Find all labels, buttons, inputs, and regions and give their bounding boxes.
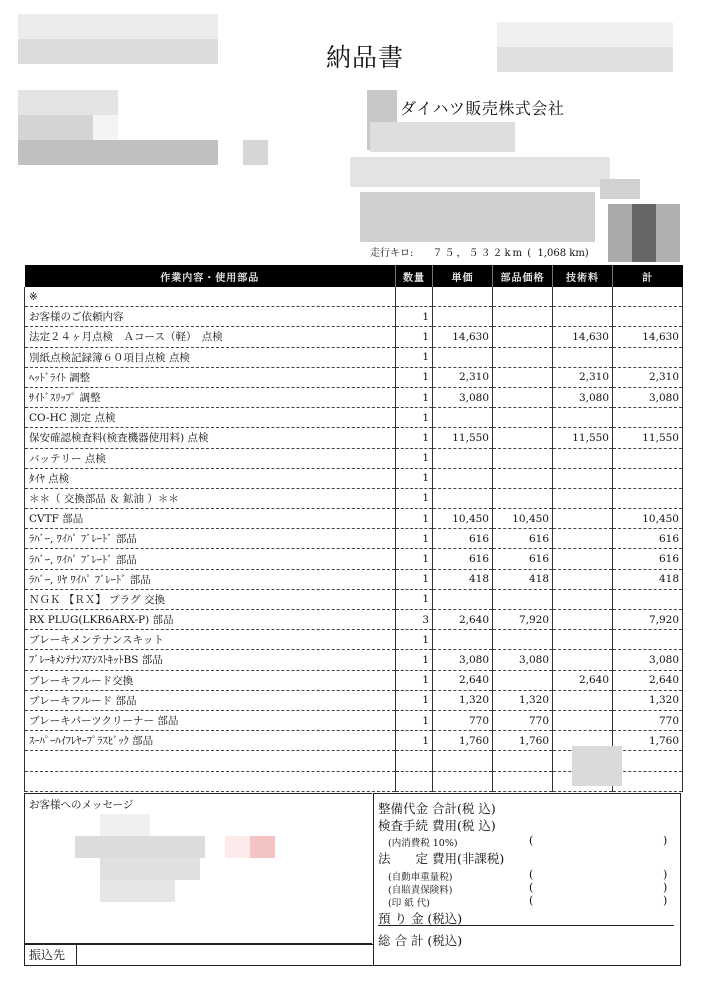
weight-tax-label: (自動車重量税) xyxy=(388,872,453,883)
cell-quantity: 1 xyxy=(396,710,433,730)
cell-description: 別紙点検記録簿６０項目点検 点検 xyxy=(25,347,396,367)
cell-unit-price xyxy=(433,630,493,650)
cell-description: ブレーキパーツクリーナー 部品 xyxy=(25,710,396,730)
cell-tech-fee: 11,550 xyxy=(553,428,613,448)
cell-description: ＊＊（ 交換部品 ＆ 鉱油 ）＊＊ xyxy=(25,488,396,508)
cell-unit-price: 14,630 xyxy=(433,327,493,347)
cell-parts-price xyxy=(493,448,553,468)
cell-tech-fee: 2,640 xyxy=(553,670,613,690)
cell-description: ﾗﾊﾞｰ, ﾜｲﾊﾟ ﾌﾞﾚｰﾄﾞ 部品 xyxy=(25,549,396,569)
deposit-label: 預 り 金 (税込) xyxy=(378,911,463,926)
cell-parts-price: 418 xyxy=(493,569,553,589)
cell-tech-fee xyxy=(553,549,613,569)
inspection-fee-label: 検査手続 費用(税 込) xyxy=(378,818,496,833)
consumption-tax-label: (内消費税 10%) xyxy=(388,838,458,849)
cell-parts-price: 616 xyxy=(493,549,553,569)
cell-tech-fee xyxy=(553,589,613,609)
cell-parts-price xyxy=(493,468,553,488)
table-row xyxy=(25,448,683,468)
cell-total: 2,310 xyxy=(613,367,683,387)
cell-parts-price xyxy=(493,751,553,771)
cell-quantity xyxy=(396,771,433,791)
table-row xyxy=(25,650,683,670)
paren-close: ) xyxy=(663,881,668,894)
cell-total: 10,450 xyxy=(613,509,683,529)
cell-unit-price xyxy=(433,468,493,488)
cell-quantity: 1 xyxy=(396,347,433,367)
cell-total: 770 xyxy=(613,710,683,730)
totals-divider xyxy=(378,925,674,926)
table-row xyxy=(25,287,683,307)
cell-quantity: 1 xyxy=(396,488,433,508)
cell-tech-fee xyxy=(553,448,613,468)
cell-total xyxy=(613,488,683,508)
stamp-fee-label: (印 紙 代) xyxy=(388,898,430,909)
cell-unit-price xyxy=(433,771,493,791)
cell-total: 1,320 xyxy=(613,690,683,710)
cell-tech-fee xyxy=(553,408,613,428)
cell-description: ブレーキフルード 部品 xyxy=(25,690,396,710)
cell-parts-price xyxy=(493,488,553,508)
cell-description xyxy=(25,771,396,791)
cell-unit-price: 11,550 xyxy=(433,428,493,448)
company-name: ダイハツ販売株式会社 xyxy=(400,99,565,118)
table-row xyxy=(25,387,683,407)
cell-quantity: 1 xyxy=(396,367,433,387)
cell-unit-price xyxy=(433,287,493,307)
cell-unit-price: 2,310 xyxy=(433,367,493,387)
header-parts-price: 部品価格 xyxy=(493,265,553,287)
cell-description: ﾗﾊﾞｰ, ﾜｲﾊﾟ ﾌﾞﾚｰﾄﾞ 部品 xyxy=(25,529,396,549)
cell-unit-price xyxy=(433,488,493,508)
cell-parts-price xyxy=(493,327,553,347)
cell-description: 保安確認検査料(検査機器使用料) 点検 xyxy=(25,428,396,448)
cell-parts-price xyxy=(493,287,553,307)
cell-quantity xyxy=(396,751,433,771)
cell-quantity: 3 xyxy=(396,610,433,630)
cell-description: ﾗﾊﾞｰ, ﾘﾔ ﾜｲﾊﾟ ﾌﾞﾚｰﾄﾞ 部品 xyxy=(25,569,396,589)
cell-unit-price: 2,640 xyxy=(433,670,493,690)
cell-unit-price: 10,450 xyxy=(433,509,493,529)
table-row xyxy=(25,347,683,367)
cell-quantity: 1 xyxy=(396,670,433,690)
cell-quantity: 1 xyxy=(396,468,433,488)
cell-total: 11,550 xyxy=(613,428,683,448)
cell-total xyxy=(613,630,683,650)
cell-parts-price xyxy=(493,428,553,448)
table-row xyxy=(25,670,683,690)
cell-description: 法定２４ヶ月点検 Ａコース（軽） 点検 xyxy=(25,327,396,347)
cell-parts-price xyxy=(493,771,553,791)
cell-unit-price: 3,080 xyxy=(433,387,493,407)
paren-open: ( xyxy=(529,894,534,907)
cell-tech-fee xyxy=(553,690,613,710)
cell-unit-price xyxy=(433,589,493,609)
paren-open: ( xyxy=(529,881,534,894)
cell-parts-price: 770 xyxy=(493,710,553,730)
cell-unit-price: 2,640 xyxy=(433,610,493,630)
header-tech-fee: 技術料 xyxy=(553,265,613,287)
table-row xyxy=(25,307,683,327)
cell-total xyxy=(613,287,683,307)
cell-description: バッテリー 点検 xyxy=(25,448,396,468)
header-total: 計 xyxy=(613,265,683,287)
table-row xyxy=(25,488,683,508)
cell-quantity: 1 xyxy=(396,589,433,609)
cell-parts-price: 1,760 xyxy=(493,731,553,751)
cell-total: 7,920 xyxy=(613,610,683,630)
cell-description: ｻｲﾄﾞｽﾘｯﾌﾟ 調整 xyxy=(25,387,396,407)
cell-quantity: 1 xyxy=(396,630,433,650)
cell-quantity xyxy=(396,287,433,307)
cell-quantity: 1 xyxy=(396,731,433,751)
cell-quantity: 1 xyxy=(396,690,433,710)
mileage-value: ７５，５３２km xyxy=(432,248,524,259)
table-header-row xyxy=(25,265,683,287)
cell-quantity: 1 xyxy=(396,448,433,468)
cell-unit-price xyxy=(433,347,493,367)
maintenance-total-label: 整備代金 合計(税 込) xyxy=(378,801,496,816)
cell-total: 2,640 xyxy=(613,670,683,690)
cell-quantity: 1 xyxy=(396,387,433,407)
cell-description: ＮＧＫ 【ＲＸ】 プラグ 交換 xyxy=(25,589,396,609)
cell-unit-price: 1,320 xyxy=(433,690,493,710)
redacted-stamp xyxy=(608,204,680,262)
cell-total: 418 xyxy=(613,569,683,589)
table-row xyxy=(25,610,683,630)
cell-tech-fee xyxy=(553,569,613,589)
cell-tech-fee xyxy=(553,488,613,508)
redacted-date-block xyxy=(497,22,673,72)
cell-parts-price xyxy=(493,347,553,367)
cell-total: 3,080 xyxy=(613,650,683,670)
cell-tech-fee xyxy=(553,509,613,529)
cell-tech-fee xyxy=(553,630,613,650)
cell-description: ブレーキフルード交換 xyxy=(25,670,396,690)
liability-insurance-label: (自賠責保険料) xyxy=(388,885,453,896)
cell-description: ブレーキメンテナンスキット xyxy=(25,630,396,650)
cell-description: CO-HC 測定 点検 xyxy=(25,408,396,428)
table-row xyxy=(25,690,683,710)
bank-transfer-label: 振込先 xyxy=(25,945,77,965)
table-row xyxy=(25,589,683,609)
table-row xyxy=(25,630,683,650)
cell-parts-price xyxy=(493,307,553,327)
items-table xyxy=(24,265,683,792)
cell-parts-price xyxy=(493,589,553,609)
paren-open: ( xyxy=(529,834,534,847)
cell-description: ﾌﾞﾚｰｷﾒﾝﾃﾅﾝｽｱｼｽﾄｷｯﾄBS 部品 xyxy=(25,650,396,670)
cell-description: RX PLUG(LKR6ARX-P) 部品 xyxy=(25,610,396,630)
cell-total xyxy=(613,589,683,609)
table-row xyxy=(25,408,683,428)
redacted-table-mark xyxy=(572,746,622,786)
cell-total: 616 xyxy=(613,549,683,569)
customer-message-box xyxy=(24,793,372,944)
table-row xyxy=(25,367,683,387)
mileage-label: 走行キロ: xyxy=(370,248,414,259)
cell-unit-price xyxy=(433,307,493,327)
cell-total: 14,630 xyxy=(613,327,683,347)
redacted-address-block xyxy=(18,90,268,165)
cell-parts-price xyxy=(493,670,553,690)
table-row xyxy=(25,509,683,529)
cell-parts-price xyxy=(493,408,553,428)
cell-total: 1,760 xyxy=(613,731,683,751)
cell-quantity: 1 xyxy=(396,529,433,549)
cell-parts-price xyxy=(493,367,553,387)
cell-quantity: 1 xyxy=(396,408,433,428)
cell-quantity: 1 xyxy=(396,428,433,448)
paren-close: ) xyxy=(663,894,668,907)
cell-description: CVTF 部品 xyxy=(25,509,396,529)
cell-unit-price: 1,760 xyxy=(433,731,493,751)
cell-description: ﾀｲﾔ 点検 xyxy=(25,468,396,488)
cell-description: ※ xyxy=(25,287,396,307)
cell-parts-price: 1,320 xyxy=(493,690,553,710)
table-row xyxy=(25,468,683,488)
cell-tech-fee: 14,630 xyxy=(553,327,613,347)
cell-total: 616 xyxy=(613,529,683,549)
header-unit-price: 単価 xyxy=(433,265,493,287)
cell-total xyxy=(613,448,683,468)
customer-message-label: お客様へのメッセージ xyxy=(29,799,134,811)
cell-unit-price: 3,080 xyxy=(433,650,493,670)
cell-parts-price: 3,080 xyxy=(493,650,553,670)
table-row xyxy=(25,549,683,569)
cell-tech-fee xyxy=(553,610,613,630)
grand-total-label: 総 合 計 (税込) xyxy=(378,933,463,948)
header-quantity: 数量 xyxy=(396,265,433,287)
cell-total xyxy=(613,307,683,327)
header-description: 作業内容・使用部品 xyxy=(25,265,396,287)
cell-unit-price: 770 xyxy=(433,710,493,730)
document-title: 納品書 xyxy=(326,43,405,72)
cell-description: お客様のご依頼内容 xyxy=(25,307,396,327)
table-row xyxy=(25,327,683,347)
cell-quantity: 1 xyxy=(396,509,433,529)
cell-description: ｽｰﾊﾟｰﾊｲﾌﾚﾔｰﾌﾟﾗｽﾋﾞｯｸ 部品 xyxy=(25,731,396,751)
cell-total xyxy=(613,347,683,367)
cell-tech-fee xyxy=(553,287,613,307)
paren-close: ) xyxy=(663,868,668,881)
table-row xyxy=(25,710,683,730)
paren-open: ( xyxy=(529,868,534,881)
cell-parts-price xyxy=(493,630,553,650)
cell-total xyxy=(613,751,683,771)
table-row xyxy=(25,569,683,589)
cell-total xyxy=(613,468,683,488)
bank-transfer-row xyxy=(24,944,373,966)
cell-tech-fee xyxy=(553,710,613,730)
cell-quantity: 1 xyxy=(396,549,433,569)
cell-unit-price: 616 xyxy=(433,529,493,549)
cell-quantity: 1 xyxy=(396,327,433,347)
redacted-customer-block xyxy=(18,14,218,64)
cell-total xyxy=(613,408,683,428)
cell-unit-price xyxy=(433,408,493,428)
redacted-message xyxy=(75,814,300,904)
cell-parts-price: 616 xyxy=(493,529,553,549)
cell-parts-price xyxy=(493,387,553,407)
cell-quantity: 1 xyxy=(396,569,433,589)
cell-total: 3,080 xyxy=(613,387,683,407)
cell-description xyxy=(25,751,396,771)
cell-quantity: 1 xyxy=(396,307,433,327)
cell-tech-fee xyxy=(553,307,613,327)
table-row xyxy=(25,529,683,549)
cell-tech-fee xyxy=(553,529,613,549)
cell-description: ﾍｯﾄﾞﾗｲﾄ 調整 xyxy=(25,367,396,387)
cell-total xyxy=(613,771,683,791)
cell-tech-fee: 3,080 xyxy=(553,387,613,407)
totals-box xyxy=(373,793,681,966)
legal-fee-label: 法 定 費用(非課税) xyxy=(378,851,505,866)
table-row xyxy=(25,428,683,448)
cell-quantity: 1 xyxy=(396,650,433,670)
cell-tech-fee xyxy=(553,650,613,670)
cell-unit-price: 418 xyxy=(433,569,493,589)
cell-unit-price xyxy=(433,448,493,468)
cell-tech-fee: 2,310 xyxy=(553,367,613,387)
cell-tech-fee xyxy=(553,468,613,488)
cell-parts-price: 10,450 xyxy=(493,509,553,529)
mileage-diff: ( 1,068 km) xyxy=(527,248,589,259)
cell-unit-price: 616 xyxy=(433,549,493,569)
mileage xyxy=(370,244,589,259)
cell-tech-fee xyxy=(553,347,613,367)
paren-close: ) xyxy=(663,834,668,847)
cell-parts-price: 7,920 xyxy=(493,610,553,630)
cell-unit-price xyxy=(433,751,493,771)
